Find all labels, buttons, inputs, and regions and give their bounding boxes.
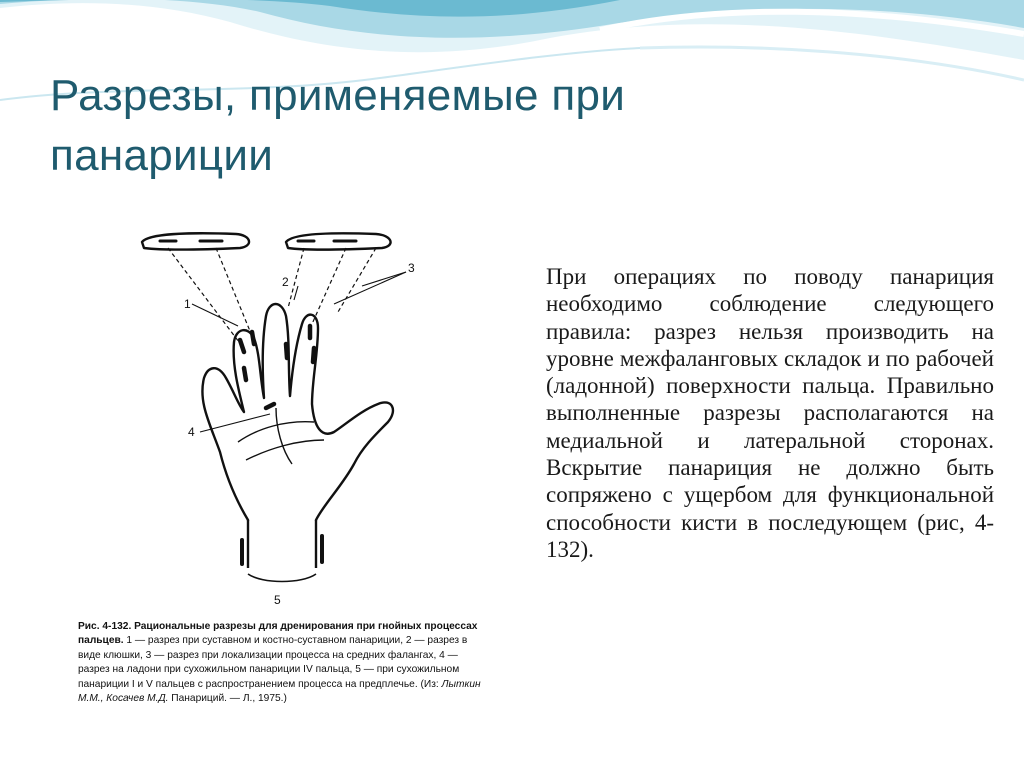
caption-source-open: (Из: (420, 678, 442, 690)
figure-label-2: 2 (282, 275, 289, 289)
body-text: При операциях по поводу панариция необходимо соблюдение следующего правила: разрез нельзя производить на уровне межфаланговых складок и по рабочей (ладонной) поверхности пальца. Правильно выполненные разрезы располагаются на медиальной и латеральной сторонах. Вскрытие панариция не должно быть сопряжено с ущербом для функциональной способности кисти в последующем (рис, 4-132). (546, 264, 994, 562)
finger-sketch-left (142, 233, 249, 249)
caption-heading: Рис. 4-132. Рациональные разрезы для дренирования при гнойных процессах пальцев. (78, 621, 478, 647)
figure-label-4: 4 (188, 425, 195, 439)
hand-illustration (76, 228, 492, 620)
figure-caption (78, 620, 488, 706)
hand-incision-figure (76, 228, 492, 750)
figure-label-3: 3 (408, 261, 415, 275)
caption-source-authors: Лыткин М.М., Косачев М.Д. (78, 678, 481, 705)
figure-label-1: 1 (184, 297, 191, 311)
slide-title: Разрезы, применяемые при панариции (50, 71, 626, 180)
caption-source-rest: Панариций. — Л., 1975.) (168, 693, 287, 705)
caption-text: 1 — разрез при суставном и костно-суставном панариции, 2 — разрез в виде клюшки, 3 — разрез при локализации процесса на средних фалангах, 4 — разрез на ладони при сухожильном панариции IV пальца, 5 — при сухожильном панариции I и V пальцев с распространением процесса на предплечье. (78, 635, 468, 690)
hand-outline (202, 304, 393, 520)
figure-label-5: 5 (274, 593, 281, 607)
